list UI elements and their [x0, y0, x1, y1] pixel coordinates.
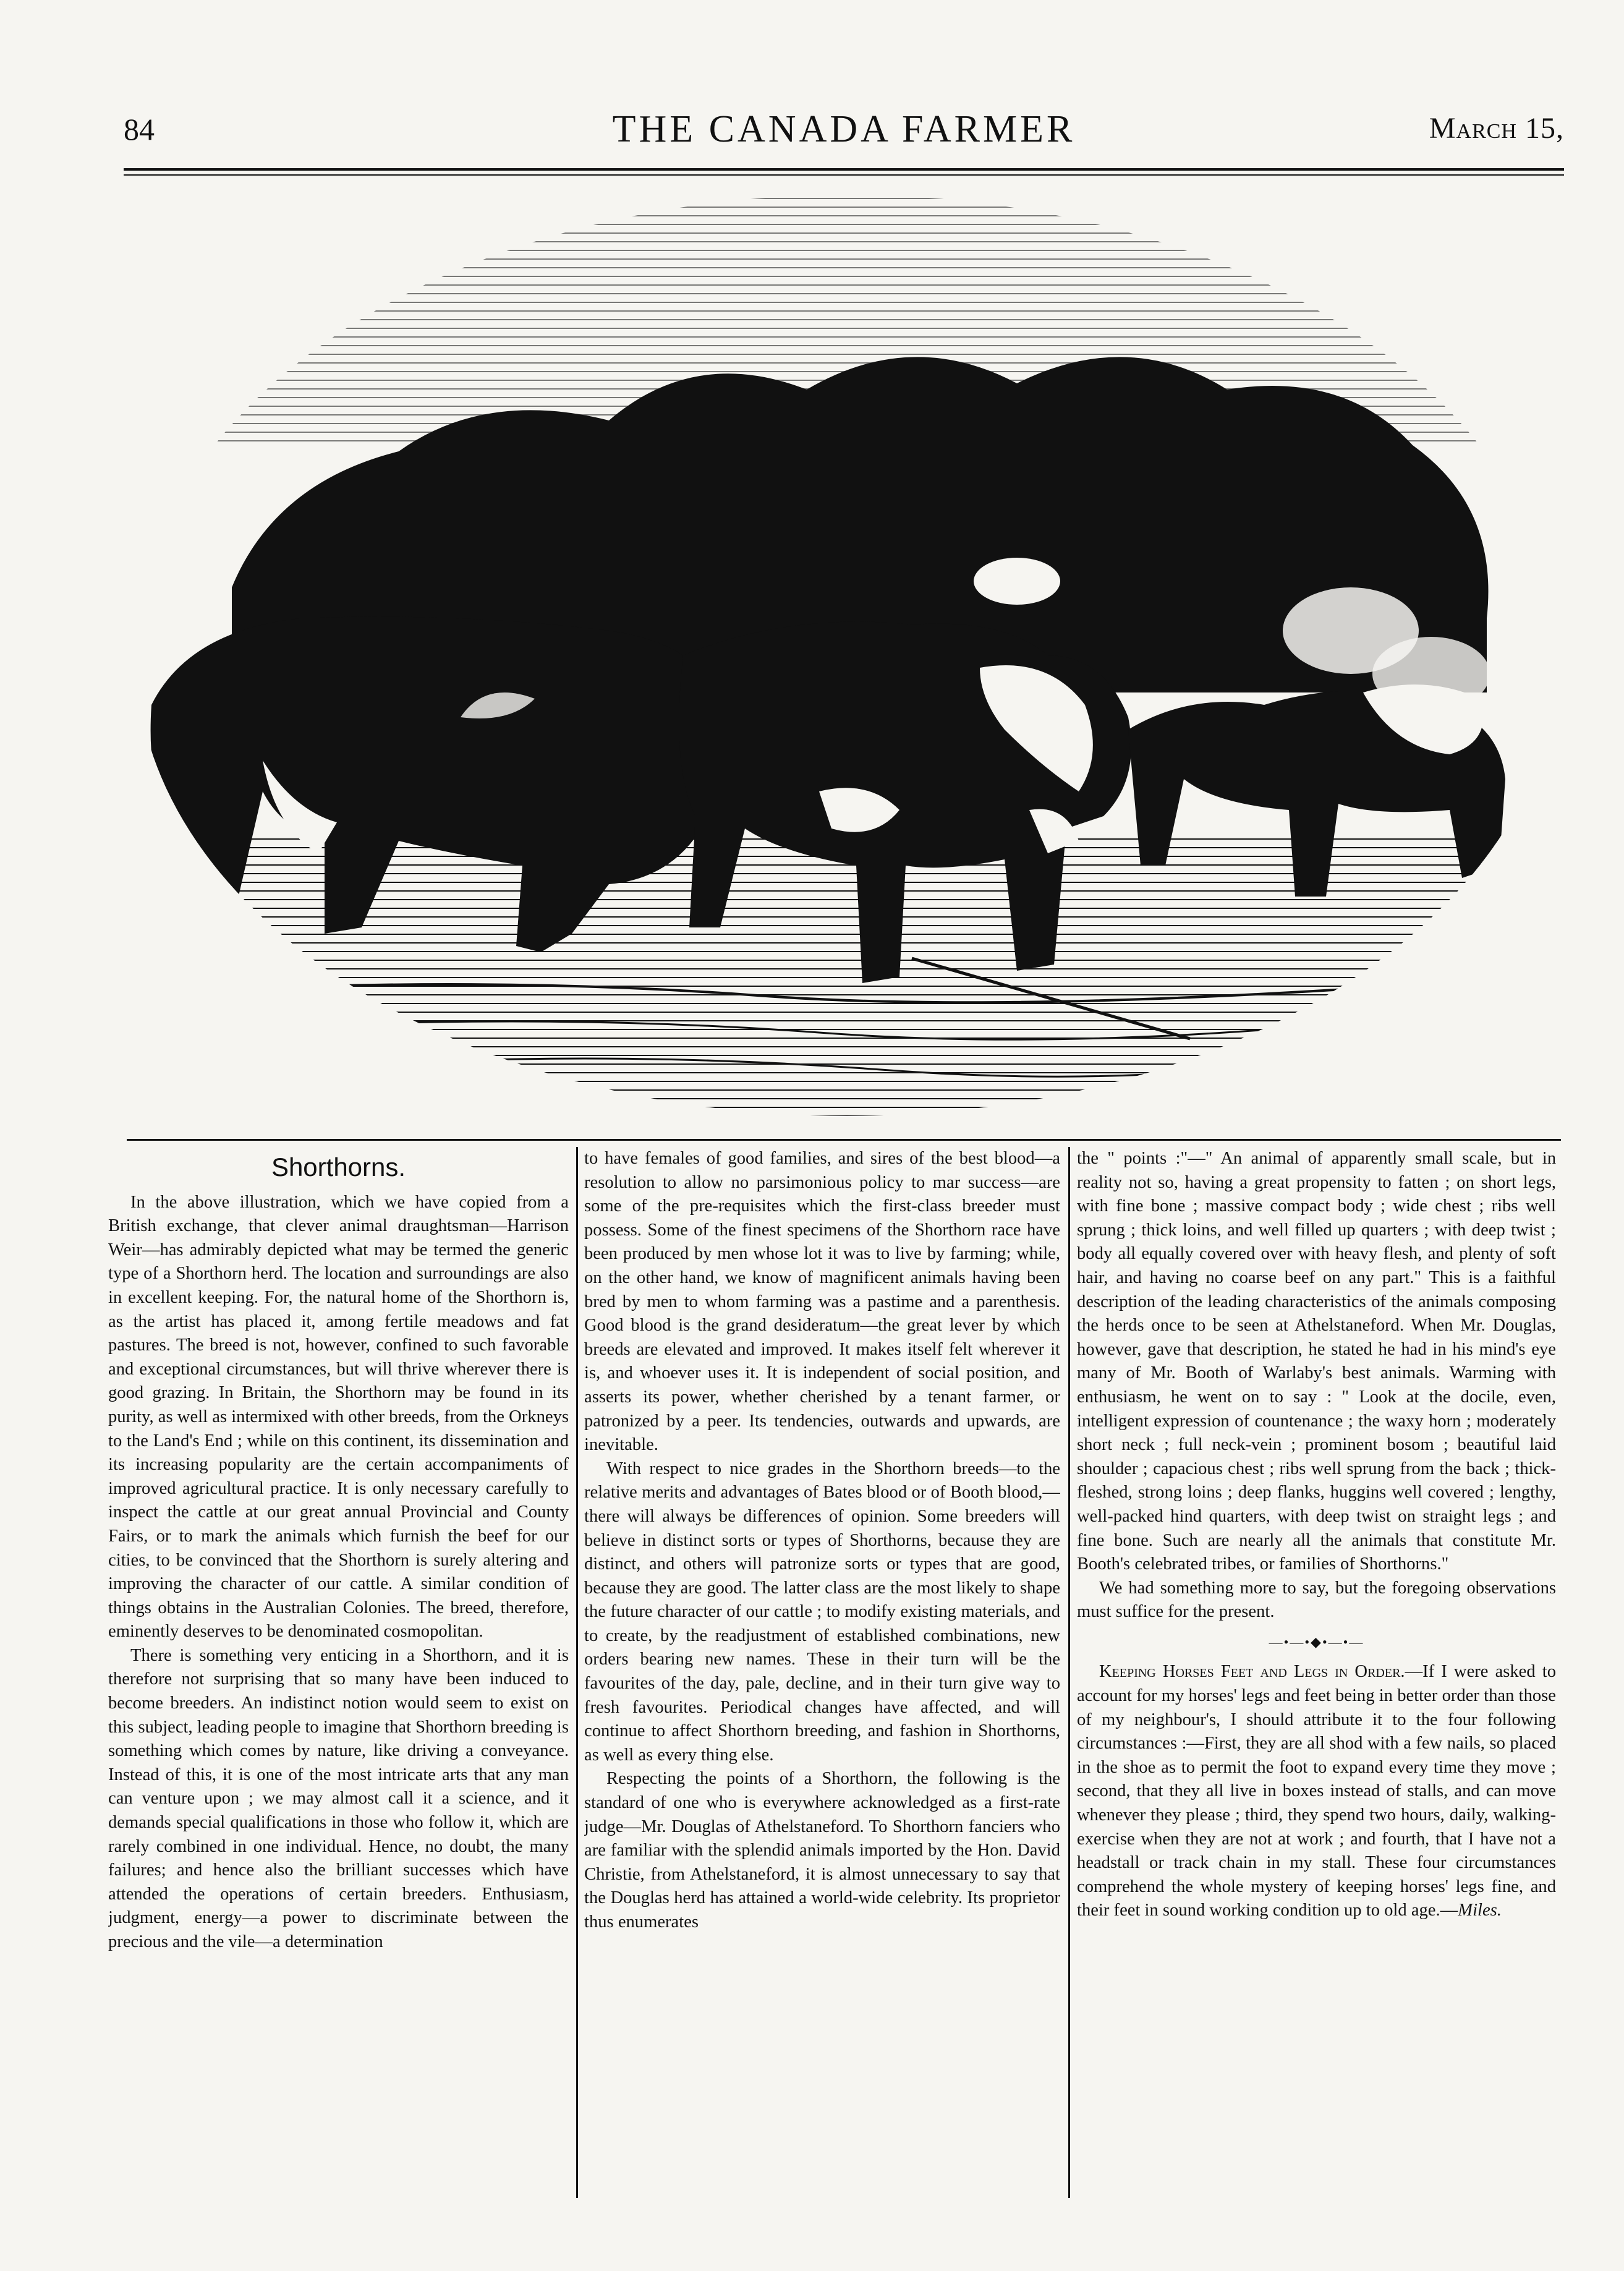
journal-title: THE CANADA FARMER [612, 108, 1076, 150]
note-paragraph [1077, 1660, 1556, 1923]
header-rule [124, 168, 1564, 176]
article-paragraph: the " points :"—" An animal of apparently small scale, but in reality not so, having a great propensity to fatten ; on short legs, with fine bone ; massive compact body ; wide chest ; ribs well sprung ; thick loins, and well filled up quarters ; with deep twist ; body all equally covered over with heavy flesh, and plenty of soft hair, and having no coarse beef on any part." This is a faithful description of the leading characteristics of the animals composing the herds once to be seen at Athelstaneford. When Mr. Douglas, however, gave that description, he stated he had in his mind's eye many of Mr. Booth of Warlaby's best animals. Warming with enthusiasm, he went on to say : " Look at the docile, even, intelligent expression of countenance ; the waxy horn ; moderately short neck ; full neck-vein ; prominent bosom ; beautiful laid shoulder ; capacious chest ; ribs well sprung from the back ; thick-fleshed, strong loins ; deep flanks, huggins well covered ; lengthy, well-packed hind quarters, with deep twist on straight legs ; and fine bone. Such are nearly all the animals that constitute Mr. Booth's celebrated tribes, or families of Shorthorns." [1077, 1149, 1556, 1574]
article-column-3 [1077, 1147, 1556, 2210]
ornamental-divider: —•—•◆•—•— [1269, 1634, 1364, 1650]
column-divider [1068, 1147, 1070, 2198]
column-divider [576, 1147, 578, 2198]
article-column-1 [108, 1147, 569, 2210]
note-signature: Miles. [1458, 1901, 1502, 1920]
issue-date: March 15, [1429, 112, 1564, 145]
page-number: 84 [124, 112, 155, 147]
cattle-engraving-illustration [139, 185, 1555, 1122]
article-title: Shorthorns. [271, 1153, 406, 1182]
illustration-rule [127, 1139, 1561, 1141]
article-paragraph: With respect to nice grades in the Shorthorn breeds—to the relative merits and advantages of Bates blood or of Booth blood,—there will always be differences of opinion. Some breeders will believe in distinct sorts or types of Shorthorns, because they are distinct, and others will patronize sorts or types that are good, because they are good. The latter class are the most likely to shape the future character of our cattle ; to modify existing materials, and to create, by the readjustment of established combinations, new orders bearing new names. These in their turn will be the favourites of the day, pale, decline, and in their turn give way to fresh favourites. Periodical changes have affected, and will continue to affect Shorthorn breeding, and fashion in Shorthorns, as well as every thing else. [584, 1459, 1060, 1765]
note-body: —If I were asked to account for my horses' legs and feet being in better order than those of my neighbour's, I should attribute it to the four following circumstances :—First, they are all shod with a few nails, so placed in the shoe as to permit the foot to expand every time they move ; second, that they all live in boxes instead of stalls, and can move whenever they please ; third, they spend two hours, daily, walking-exercise when they are not at work ; and fourth, that I have not a headstall or track chain in my stall. These four circumstances comprehend the whole mystery of keeping horses' legs fine, and their feet in sound working condition up to old age.— [1077, 1662, 1556, 1920]
article-paragraph: to have females of good families, and sires of the best blood—a resolution to allow no parsimonious policy to mar success—are some of the pre-requisites which the first-class breeder must possess. Some of the finest specimens of the Shorthorn race have been produced by men whose lot it was to live by farming; while, on the other hand, we know of magnificent animals having been bred by men to whom farming was a pastime and a parenthesis. Good blood is the grand desideratum—the great lever by which breeds are elevated and improved. It makes itself felt wherever it is, and whoever uses it. It is independent of social position, and asserts its power, whether cherished by a tenant farmer, or patronized by a peer. Its tendencies, outwards and upwards, are inevitable. [584, 1149, 1060, 1455]
article-paragraph: In the above illustration, which we have copied from a British exchange, that clever animal draughtsman—Harrison Weir—has admirably depicted what may be termed the generic type of a Shorthorn herd. The location and surroundings are also in excellent keeping. For, the natural home of the Shorthorn is, as the artist has placed it, among fertile meadows and fat pastures. The breed is not, however, confined to such favorable and exceptional circumstances, but will thrive wherever there is good grazing. In Britain, the Shorthorn may be found in its purity, as well as intermixed with other breeds, from the Orkneys to the Land's End ; while on this continent, its dissemination and its increasing popularity are the certain accompaniments of improved agricultural practice. It is only necessary carefully to inspect the cattle at our great annual Provincial and County Fairs, or to mark the animals which furnish the beef for our cities, to be convinced that the Shorthorn is surely altering and improving the character of our cattle. A similar condition of things obtains in the Australian Colonies. The breed, therefore, eminently deserves to be denominated cosmopolitan. [108, 1192, 569, 1642]
article-paragraph: We had something more to say, but the foregoing observations must suffice for the present. [1077, 1578, 1556, 1622]
page-header [124, 108, 1564, 167]
note-heading: Keeping Horses Feet and Legs in Order. [1099, 1662, 1405, 1682]
article-column-2 [584, 1147, 1060, 2210]
article-paragraph: There is something very enticing in a Shorthorn, and it is therefore not surprising that so many have been induced to become breeders. An indistinct notion would seem to exist on this subject, leading people to imagine that Shorthorn breeding is something which comes by nature, like driving a conveyance. Instead of this, it is one of the most intricate arts that any man can venture upon ; we may almost call it a science, and it demands special qualifications in those who follow it, which are rarely combined in one individual. Hence, no doubt, the many failures; and hence also the brilliant successes which have attended the operations of certain breeders. Enthusiasm, judgment, energy—a power to discriminate between the precious and the vile—a determination [108, 1645, 569, 1951]
article-paragraph: Respecting the points of a Shorthorn, the following is the standard of one who is everywhere acknowledged as a first-rate judge—Mr. Douglas of Athelstaneford. To Shorthorn fanciers who are familiar with the splendid animals imported by the Hon. David Christie, from Athelstaneford, it is almost unnecessary to say that the Douglas herd has attained a world-wide celebrity. Its proprietor thus enumerates [584, 1769, 1060, 1932]
